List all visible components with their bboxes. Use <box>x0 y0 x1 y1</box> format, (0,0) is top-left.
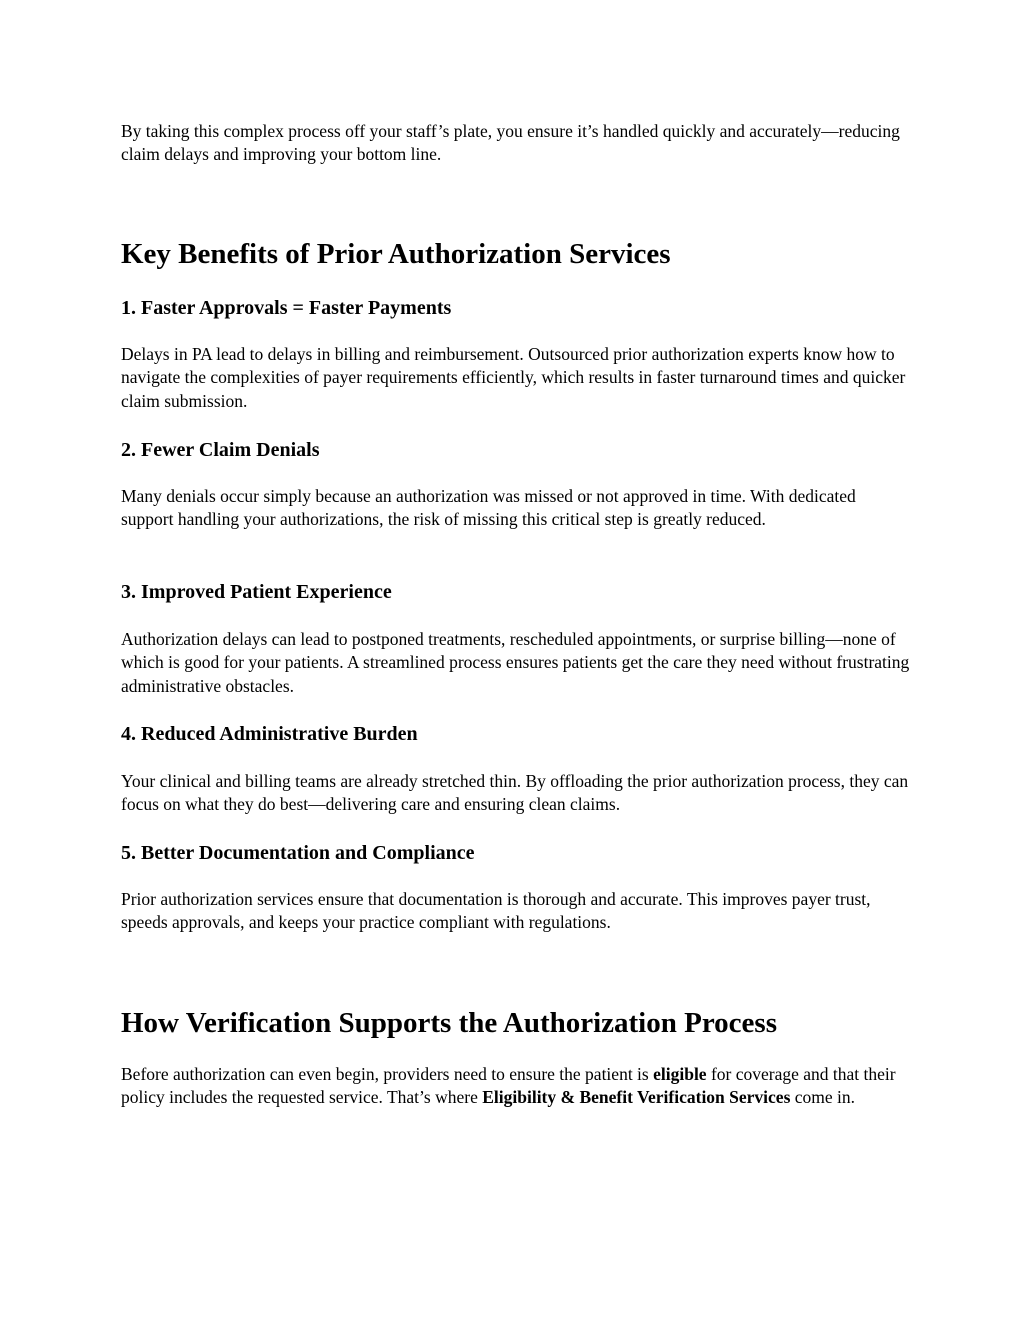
verification-text-1: Before authorization can even begin, providers need to ensure the patient is <box>121 1064 654 1084</box>
verification-paragraph <box>121 1063 911 1110</box>
verification-bold-eligible: eligible <box>653 1064 707 1084</box>
benefit-1-title: 1. Faster Approvals = Faster Payments <box>121 297 452 319</box>
benefit-5-body: Prior authorization services ensure that documentation is thorough and accurate. This improves payer trust, speeds approvals, and keeps your practice compliant with regulations. <box>121 889 871 933</box>
verification-heading: How Verification Supports the Authorization Process <box>121 1007 777 1039</box>
benefit-5-title: 5. Better Documentation and Compliance <box>121 842 475 864</box>
benefit-4-body: Your clinical and billing teams are already stretched thin. By offloading the prior authorization process, they can focus on what they do best—delivering care and ensuring clean claims. <box>121 771 909 815</box>
benefit-3-title: 3. Improved Patient Experience <box>121 581 392 603</box>
verification-text-3: come in. <box>790 1087 856 1108</box>
intro-paragraph: By taking this complex process off your staff’s plate, you ensure it’s handled quickly and accurately—reducing claim delays and improving your bottom line. <box>121 121 900 165</box>
benefit-2-body: Many denials occur simply because an authorization was missed or not approved in time. With dedicated support handling your authorizations, the risk of missing this critical step is greatly reduced. <box>121 486 856 530</box>
verification-bold-services: Eligibility & Benefit Verification Services <box>482 1087 791 1108</box>
benefit-1-body: Delays in PA lead to delays in billing and reimbursement. Outsourced prior authorization experts know how to navigate the complexities of payer requirements efficiently, which results in faster turnaround times and quicker claim submission. <box>121 344 906 411</box>
benefits-heading: Key Benefits of Prior Authorization Services <box>121 238 671 270</box>
benefit-4-title: 4. Reduced Administrative Burden <box>121 723 418 745</box>
verification-text-2: for coverage and that their policy includes the requested service. That’s where <box>121 1064 896 1108</box>
benefit-3-body: Authorization delays can lead to postponed treatments, rescheduled appointments, or surprise billing—none of which is good for your patients. A streamlined process ensures patients get the care they need without frustrating administrative obstacles. <box>121 629 910 696</box>
benefit-2-title: 2. Fewer Claim Denials <box>121 439 320 461</box>
